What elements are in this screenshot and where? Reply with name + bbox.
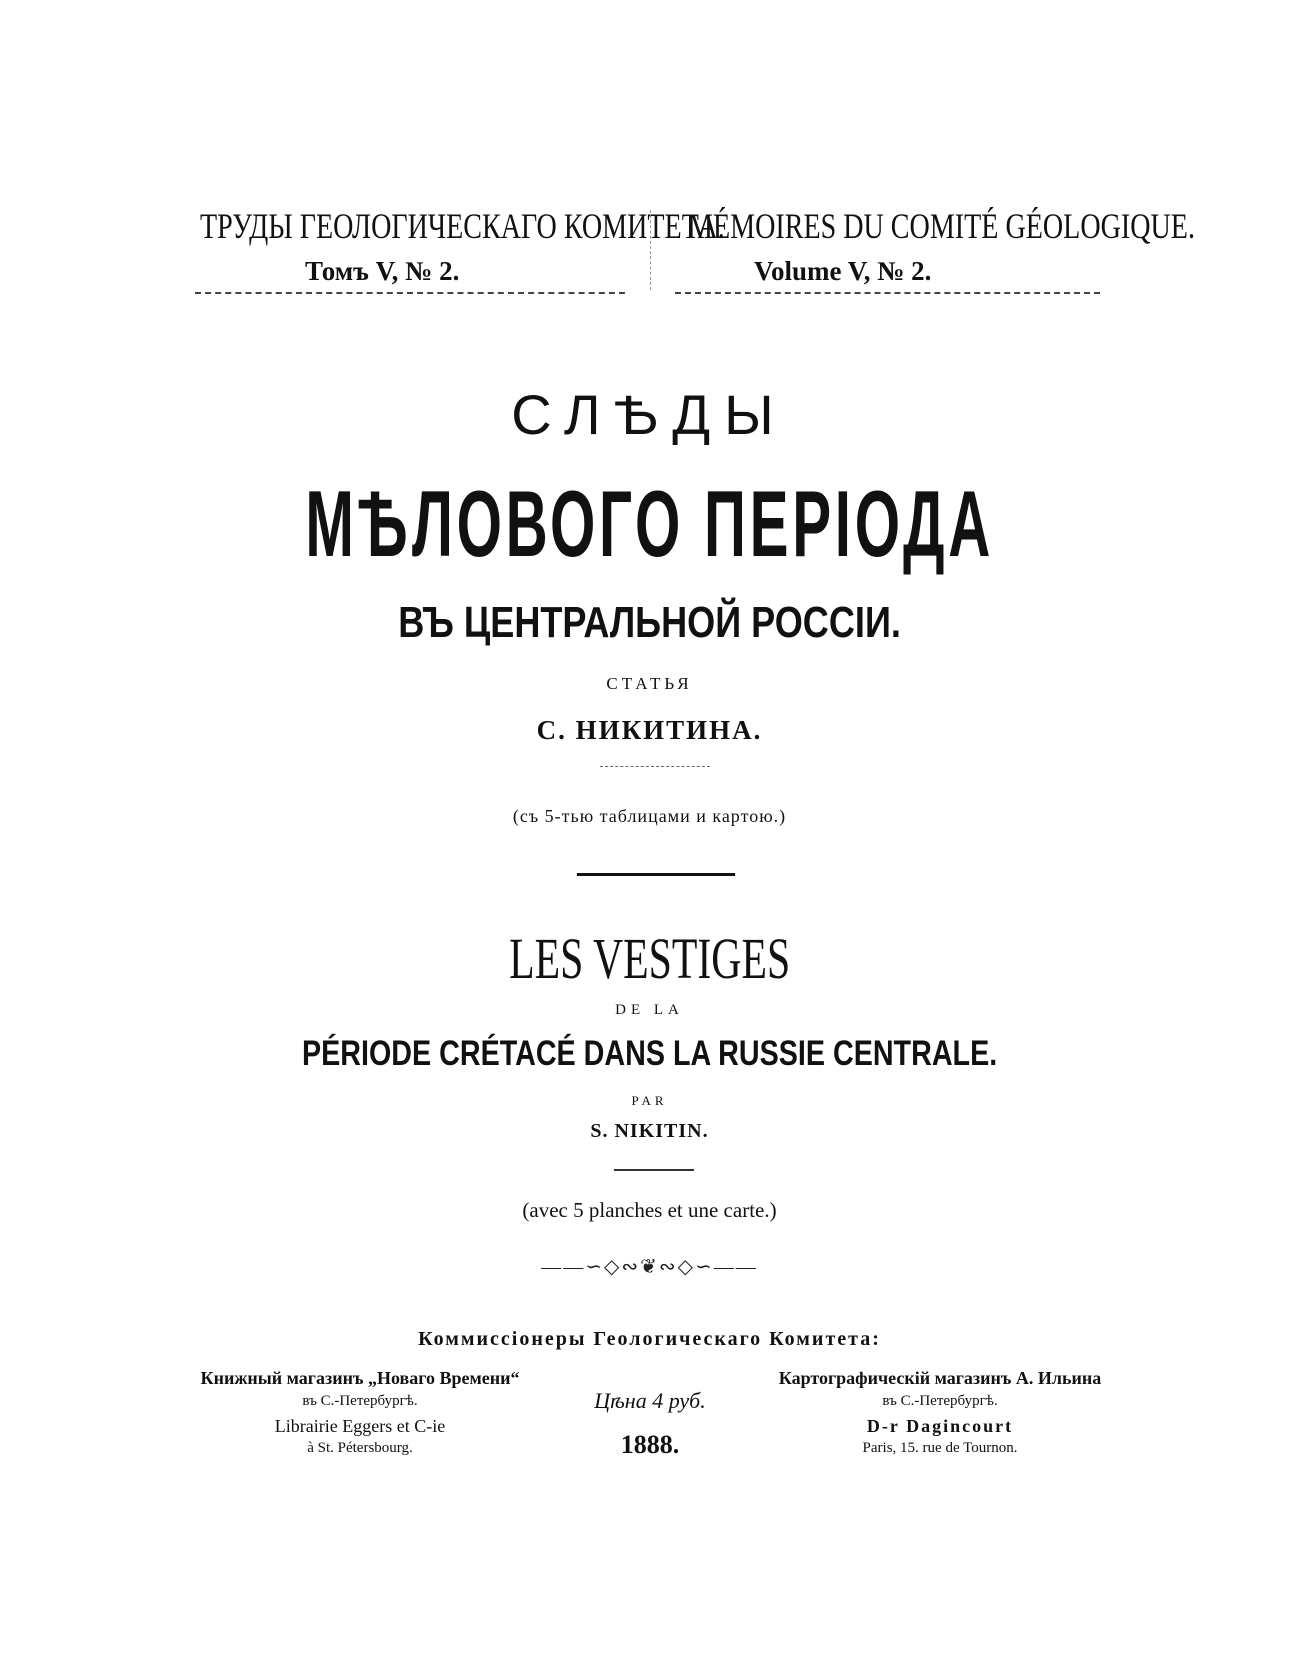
left-bookshop-name: Книжный магазинъ „Новаго Времени“	[200, 1368, 520, 1388]
left-librairie-name: Librairie Eggers et C-ie	[274, 1416, 446, 1436]
left-librairie-city: à St. Pétersbourg.	[307, 1440, 413, 1456]
commissioners-heading: Коммиссіонеры Геологическаго Комитета:	[418, 1328, 881, 1350]
ornament-flourish: ——∽◇∾❦∾◇∽——	[541, 1256, 758, 1278]
header-left-volume: Томъ V, № 2.	[305, 256, 460, 286]
section-divider	[577, 873, 735, 876]
by-label: PAR	[631, 1093, 668, 1108]
russian-author: С. НИКИТИНА.	[536, 715, 763, 745]
russian-title-line1: СЛѢДЫ	[511, 383, 788, 446]
russian-title-line2: МѢЛОВОГО ПЕРІОДА	[305, 471, 995, 576]
french-author: S. NIKITIN.	[590, 1120, 709, 1142]
article-label: СТАТЬЯ	[606, 674, 693, 693]
header-separator	[650, 210, 651, 290]
short-divider-2	[614, 1169, 694, 1171]
russian-title-line3: ВЪ ЦЕНТРАЛЬНОЙ РОССІИ.	[398, 598, 901, 647]
right-shop-name: Картографическій магазинъ А. Ильина	[778, 1368, 1102, 1388]
right-shop-city: въ С.-Петербургѣ.	[882, 1393, 998, 1409]
header-right-title: MÉMOIRES DU COMITÉ GÉOLOGIQUE.	[688, 206, 1195, 246]
french-title-line2: DE LA	[615, 1002, 684, 1018]
left-bookshop-city: въ С.-Петербургѣ.	[302, 1393, 418, 1409]
publication-year: 1888.	[620, 1430, 680, 1459]
header-right-volume: Volume V, № 2.	[754, 256, 932, 286]
right-agent-name: D-r Dagincourt	[866, 1416, 1014, 1436]
short-divider	[600, 766, 710, 767]
header-left-rule	[195, 292, 625, 294]
french-title-line3: PÉRIODE CRÉTACÉ DANS LA RUSSIE CENTRALE.	[301, 1034, 998, 1073]
header-left-title: ТРУДЫ ГЕОЛОГИЧЕСКАГО КОМИТЕТА.	[200, 206, 725, 246]
right-agent-address: Paris, 15. rue de Tournon.	[862, 1440, 1018, 1456]
french-plates-note: (avec 5 planches et une carte.)	[522, 1198, 777, 1222]
price: Цѣна 4 руб.	[594, 1388, 706, 1413]
russian-plates-note: (съ 5-тью таблицами и картою.)	[512, 806, 787, 826]
header-right-rule	[675, 292, 1100, 294]
french-title-line1: LES VESTIGES	[509, 926, 791, 991]
